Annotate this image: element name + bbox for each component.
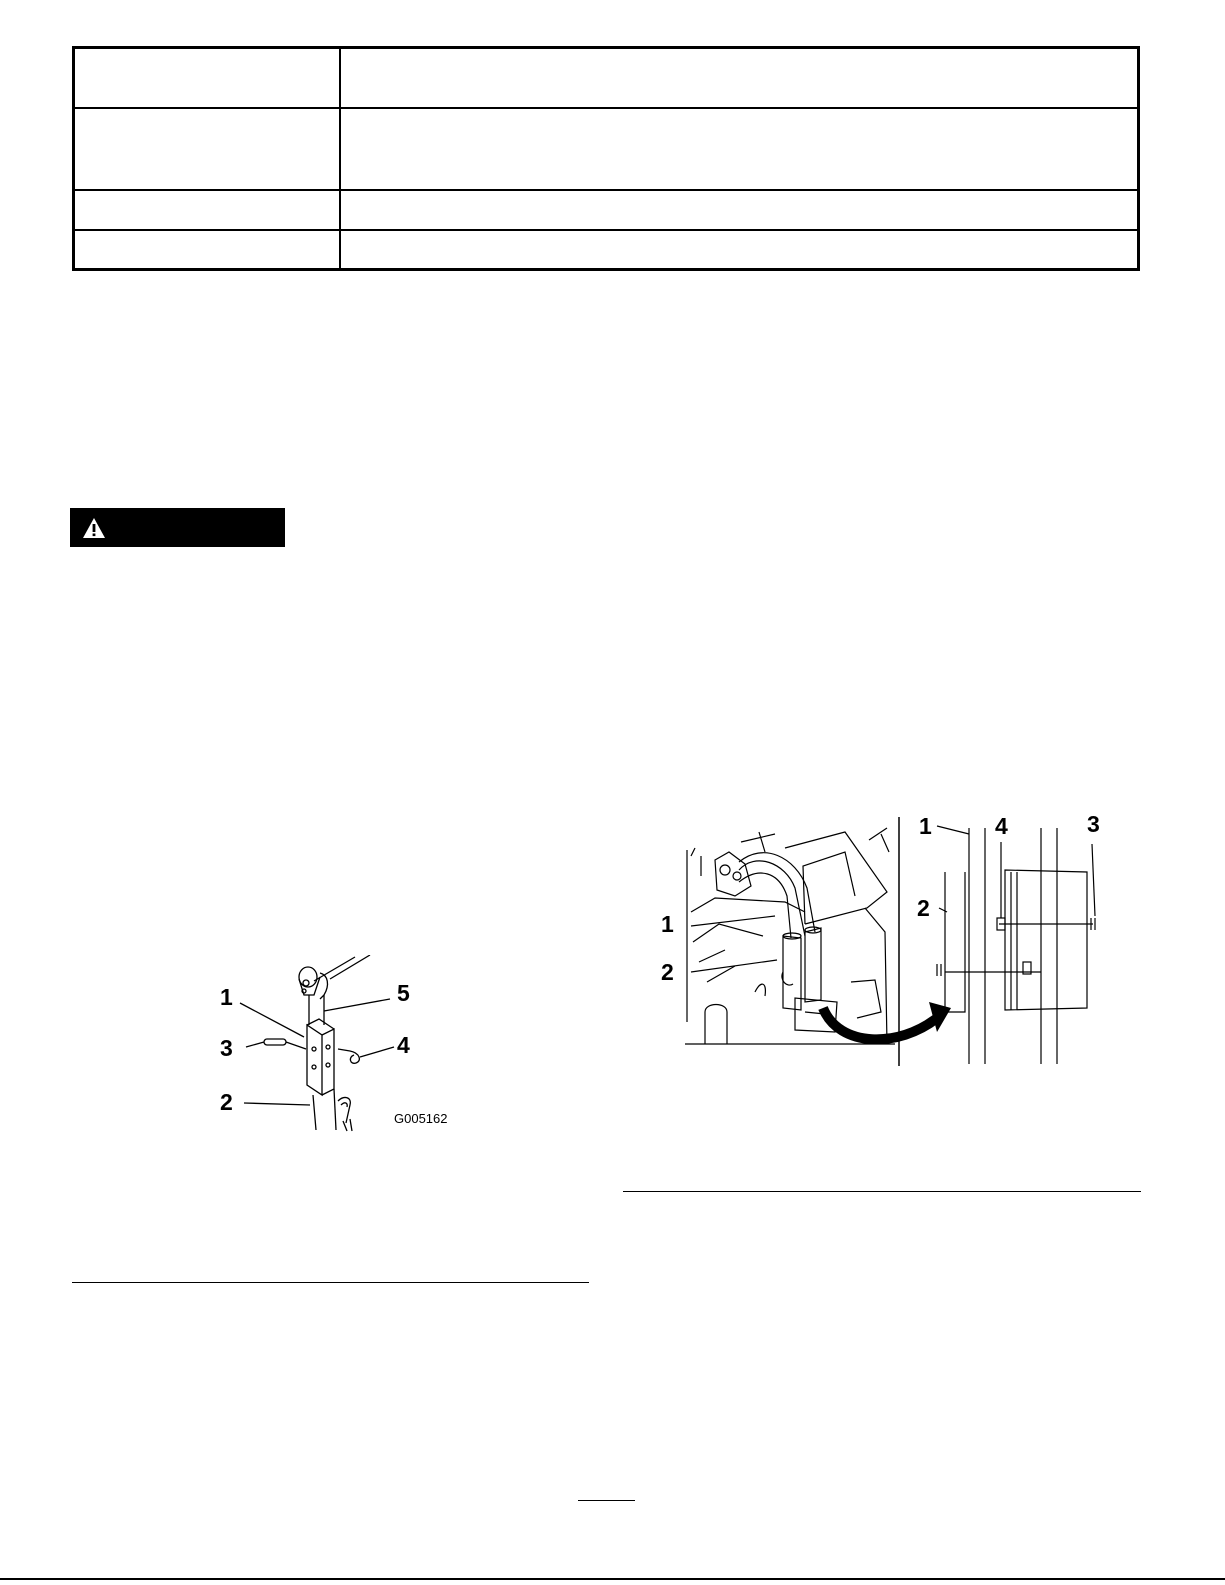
table-cell [74,48,341,108]
table-cell [340,230,1139,270]
warning-triangle-icon [82,517,106,539]
table-cell [74,108,341,190]
table-row [74,108,1139,190]
section-rule [72,1282,589,1283]
figure-code: G005162 [394,1111,448,1126]
table-row [74,48,1139,108]
callout-5: 5 [397,980,410,1006]
table-row [74,230,1139,270]
warning-banner [70,508,285,547]
callout-right-4: 4 [995,813,1008,839]
page-number-rule [578,1500,635,1501]
callout-left-2: 2 [661,959,674,985]
table-cell [74,190,341,230]
callout-3: 3 [220,1035,233,1061]
figure-hose-holder [655,812,1115,1072]
callout-right-1: 1 [919,813,932,839]
table-cell [340,190,1139,230]
spec-table [72,46,1140,271]
callout-2: 2 [220,1089,233,1115]
callout-4: 4 [397,1032,410,1058]
callout-right-2: 2 [917,895,930,921]
footer-rule [0,1578,1225,1580]
table-cell [74,230,341,270]
callout-1: 1 [220,984,233,1010]
table-row [74,190,1139,230]
table-cell [340,48,1139,108]
section-rule [623,1191,1141,1192]
callout-right-3: 3 [1087,812,1100,837]
figure-hose-bracket [210,955,460,1135]
table-cell [340,108,1139,190]
callout-left-1: 1 [661,911,674,937]
